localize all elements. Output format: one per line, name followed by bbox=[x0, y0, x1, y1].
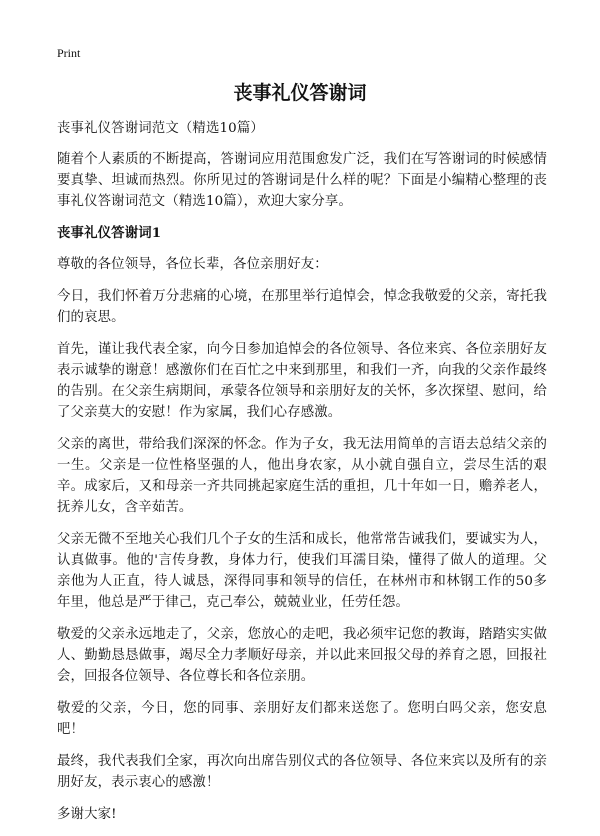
subtitle: 丧事礼仪答谢词范文（精选10篇） bbox=[57, 121, 264, 136]
paragraph: 最终，我代表我们全家，再次向出席告别仪式的各位领导、各位来宾以及所有的亲朋好友，表示衷心的感激！ bbox=[57, 754, 547, 790]
paragraph: 父亲无微不至地关心我们几个子女的生活和成长，他常常告诫我们，要诚实为人，认真做事。他的'言传身教，身体力行，使我们耳濡目染，懂得了做人的道理。父亲他为人正直，待人诚恳，深得同事和领导的信任，在林州市和林钢工作的50多年里，他总是严于律己，克己奉公，兢兢业业，任劳任怨。 bbox=[57, 532, 547, 610]
paragraph: 今日，我们怀着万分悲痛的心境，在那里举行追悼会，悼念我敬爱的父亲，寄托我们的哀思。 bbox=[57, 289, 547, 325]
paragraph-closing: 多谢大家! bbox=[57, 807, 117, 822]
paragraph: 敬爱的父亲，今日，您的同事、亲朋好友们都来送您了。您明白吗父亲，您安息吧！ bbox=[57, 701, 547, 737]
section-heading: 丧事礼仪答谢词1 bbox=[57, 225, 162, 241]
paragraph: 首先，谨让我代表全家，向今日参加追悼会的各位领导、各位来宾、各位亲朋好友表示诚挚的谢意！感激你们在百忙之中来到那里，和我们一齐，向我的父亲作最终的告别。在父亲生病期间，承蒙各位领导和亲朋好友的关怀，多次探望、慰问，给了父亲莫大的安慰！作为家属，我们心存感激。 bbox=[57, 342, 547, 420]
paragraph: 父亲的离世，带给我们深深的怀念。作为子女，我无法用简单的言语去总结父亲的一生。父亲是一位性格坚强的人，他出身农家，从小就自强自立，尝尽生活的艰辛。成家后，又和母亲一齐共同挑起家庭生活的重担，几十年如一日，赡养老人，抚养儿女，含辛茹苦。 bbox=[57, 437, 547, 515]
paragraph-greeting: 尊敬的各位领导，各位长辈，各位亲朋好友： bbox=[57, 257, 328, 272]
page-title: 丧事礼仪答谢词 bbox=[233, 82, 367, 104]
paragraph: 敬爱的父亲永远地走了，父亲，您放心的走吧，我必须牢记您的教诲，踏踏实实做人、勤勤恳恳做事，竭尽全力孝顺好母亲，并以此来回报父母的养育之恩，回报社会，回报各位领导、各位尊长和各位亲朋。 bbox=[57, 627, 547, 684]
document-body bbox=[57, 118, 547, 836]
intro-paragraph: 随着个人素质的不断提高，答谢词应用范围愈发广泛，我们在写答谢词的时候感情要真挚、坦诚而热烈。你所见过的答谢词是什么样的呢？下面是小编精心整理的丧事礼仪答谢词范文（精选10篇），欢迎大家分享。 bbox=[57, 152, 547, 209]
print-link[interactable]: Print bbox=[57, 46, 81, 60]
